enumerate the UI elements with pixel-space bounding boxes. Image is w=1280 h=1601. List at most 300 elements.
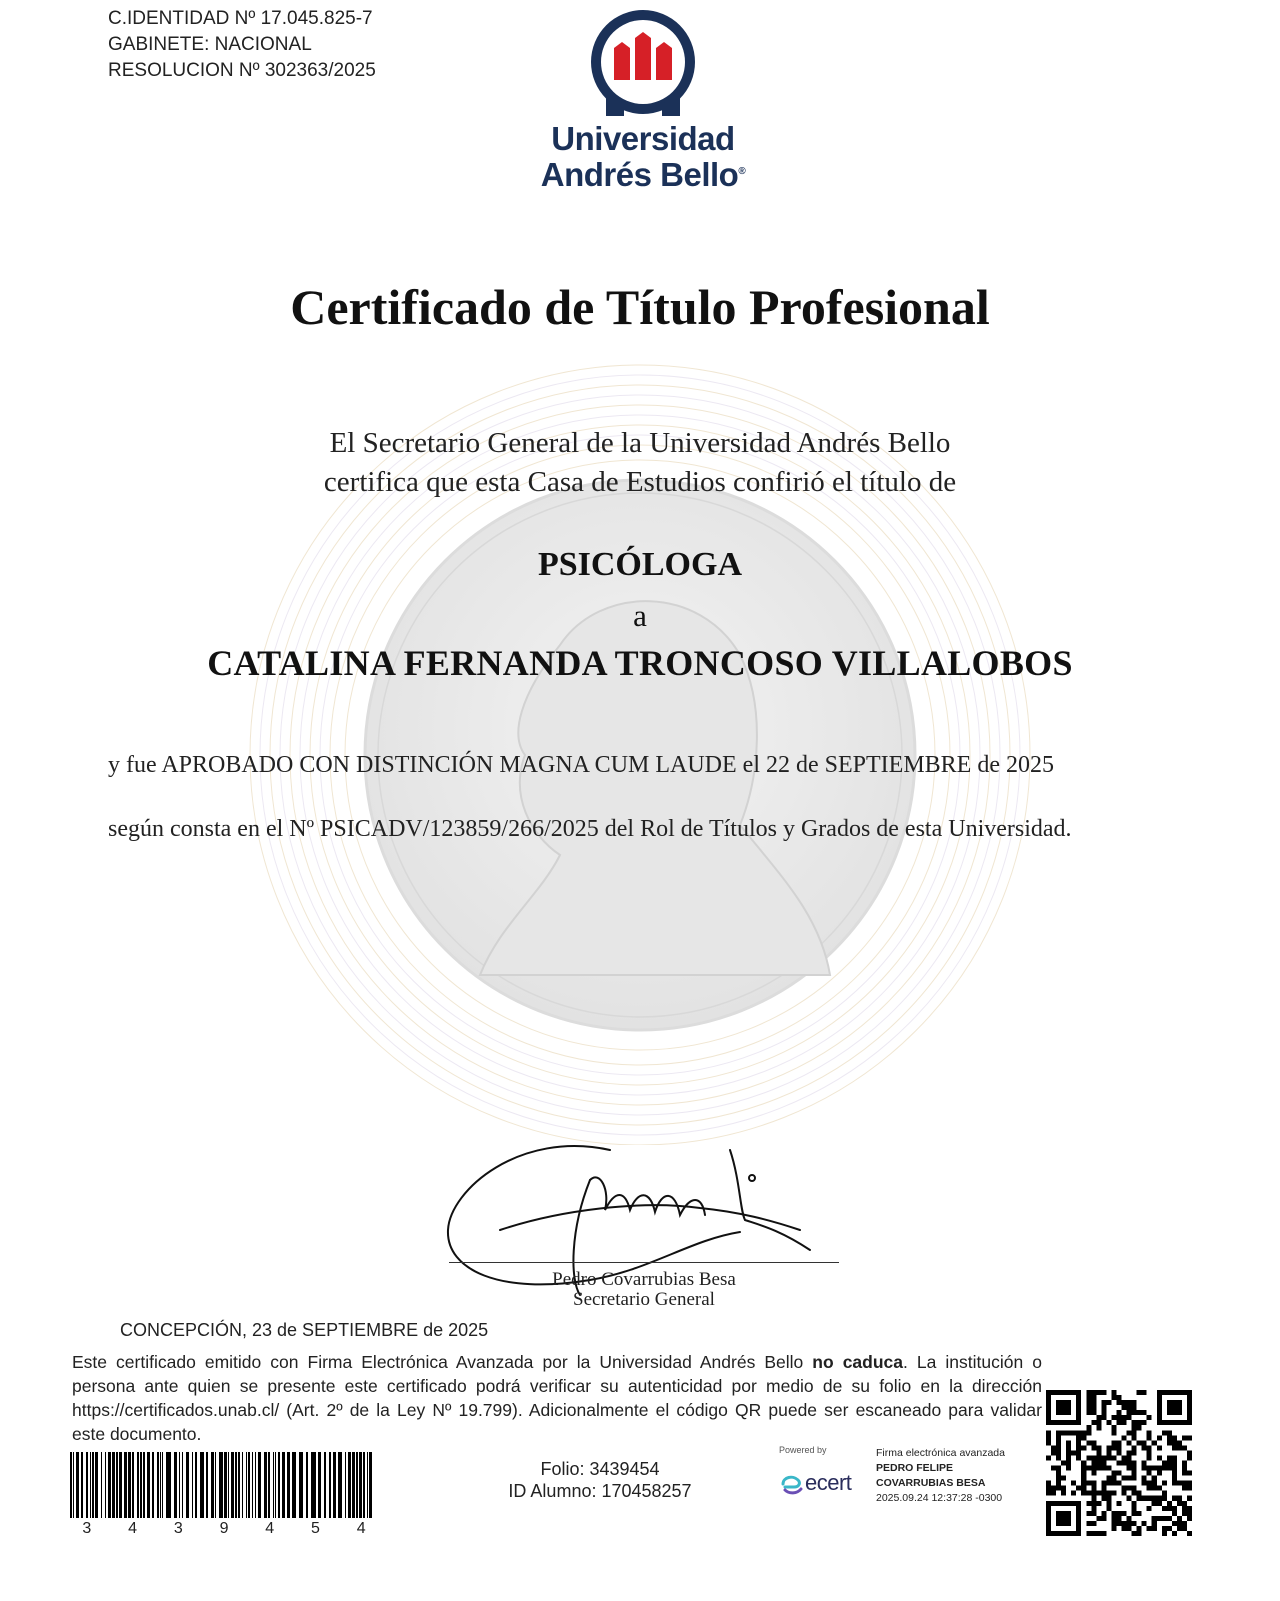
qr-module [1061, 1516, 1066, 1521]
folio-number: Folio: 3439454 [540, 1459, 660, 1479]
barcode-digit: 3 [173, 1520, 183, 1537]
signatory-block [444, 1270, 844, 1310]
qr-module [1086, 1440, 1091, 1445]
qr-module [1177, 1501, 1182, 1506]
barcode-bar [182, 1452, 183, 1518]
qr-module [1167, 1455, 1172, 1460]
qr-module [1076, 1531, 1081, 1536]
barcode-digit: 4 [265, 1520, 275, 1537]
qr-module [1137, 1526, 1142, 1531]
qr-module [1187, 1435, 1192, 1440]
barcode-bar [224, 1452, 227, 1518]
barcode-bar [311, 1452, 316, 1518]
barcode-bar [264, 1452, 267, 1518]
header-info [108, 6, 376, 84]
qr-module [1061, 1420, 1066, 1425]
qr-module [1101, 1410, 1106, 1415]
qr-module [1086, 1481, 1091, 1486]
qr-module [1071, 1501, 1076, 1506]
qr-module [1142, 1460, 1147, 1465]
qr-module [1127, 1415, 1132, 1420]
qr-module [1116, 1516, 1121, 1521]
qr-module [1086, 1501, 1091, 1506]
qr-module [1076, 1511, 1081, 1516]
qr-module [1187, 1455, 1192, 1460]
qr-module [1142, 1445, 1147, 1450]
qr-module [1066, 1390, 1071, 1395]
qr-module [1132, 1425, 1137, 1430]
qr-module [1122, 1511, 1127, 1516]
qr-module [1061, 1501, 1066, 1506]
qr-module [1187, 1496, 1192, 1501]
barcode-bar [348, 1452, 351, 1518]
qr-module [1046, 1531, 1051, 1536]
qr-module [1106, 1501, 1111, 1506]
qr-module [1066, 1466, 1071, 1471]
qr-module [1137, 1531, 1142, 1536]
qr-module [1147, 1455, 1152, 1460]
barcode [70, 1452, 374, 1518]
qr-module [1132, 1400, 1137, 1405]
qr-module [1066, 1460, 1071, 1465]
barcode-bar [324, 1452, 326, 1518]
qr-module [1182, 1471, 1187, 1476]
barcode-bar [157, 1452, 159, 1518]
barcode-bar [81, 1452, 83, 1518]
qr-module [1096, 1420, 1101, 1425]
qr-module [1091, 1491, 1096, 1496]
qr-module [1167, 1516, 1172, 1521]
qr-module [1182, 1390, 1187, 1395]
qr-module [1177, 1481, 1182, 1486]
qr-module [1096, 1450, 1101, 1455]
barcode-bar [137, 1452, 139, 1518]
qr-module [1066, 1450, 1071, 1455]
qr-module [1086, 1425, 1091, 1430]
qr-module [1157, 1405, 1162, 1410]
qr-module [1122, 1435, 1127, 1440]
qr-module [1066, 1410, 1071, 1415]
qr-module [1066, 1531, 1071, 1536]
qr-module [1132, 1435, 1137, 1440]
certification-intro [0, 424, 1280, 502]
qr-module [1096, 1455, 1101, 1460]
qr-module [1086, 1531, 1091, 1536]
qr-module [1081, 1491, 1086, 1496]
qr-module [1152, 1486, 1157, 1491]
qr-module [1061, 1491, 1066, 1496]
qr-module [1056, 1405, 1061, 1410]
qr-module [1061, 1511, 1066, 1516]
intro-line-2: certifica que esta Casa de Estudios confirió el título de [323, 466, 957, 498]
qr-module [1167, 1466, 1172, 1471]
qr-module [1187, 1471, 1192, 1476]
qr-module [1046, 1486, 1051, 1491]
qr-module [1111, 1511, 1116, 1516]
qr-module [1177, 1400, 1182, 1405]
barcode-bar [338, 1452, 342, 1518]
qr-module [1111, 1455, 1116, 1460]
barcode-bar [86, 1452, 88, 1518]
qr-module [1127, 1430, 1132, 1435]
qr-module [1142, 1496, 1147, 1501]
qr-module [1106, 1476, 1111, 1481]
qr-module [1051, 1450, 1056, 1455]
qr-module [1147, 1526, 1152, 1531]
qr-module [1137, 1425, 1142, 1430]
barcode-bar [255, 1452, 256, 1518]
connector-word: a [633, 598, 647, 633]
qr-module [1142, 1466, 1147, 1471]
qr-module [1137, 1491, 1142, 1496]
qr-module [1091, 1440, 1096, 1445]
qr-module [1167, 1420, 1172, 1425]
qr-module [1091, 1501, 1096, 1506]
qr-module [1177, 1410, 1182, 1415]
qr-module [1157, 1455, 1162, 1460]
barcode-bar [363, 1452, 365, 1518]
approval-statement: y fue APROBADO CON DISTINCIÓN MAGNA CUM LAUDE el 22 de SEPTIEMBRE de 2025 [108, 752, 1054, 778]
qr-module [1056, 1476, 1061, 1481]
qr-module [1187, 1405, 1192, 1410]
barcode-bar [179, 1452, 180, 1518]
barcode-bar [242, 1452, 243, 1518]
qr-module [1116, 1420, 1121, 1425]
qr-module [1127, 1466, 1132, 1471]
qr-module [1162, 1491, 1167, 1496]
qr-module [1177, 1526, 1182, 1531]
certificate-title: Certificado de Título Profesional [290, 279, 990, 335]
barcode-bar [268, 1452, 270, 1518]
qr-module [1056, 1471, 1061, 1476]
qr-module [1172, 1410, 1177, 1415]
qr-module [1096, 1466, 1101, 1471]
barcode-bar [166, 1452, 171, 1518]
barcode-bar [228, 1452, 229, 1518]
qr-module [1132, 1511, 1137, 1516]
student-id: ID Alumno: 170458257 [508, 1481, 692, 1501]
qr-module [1056, 1440, 1061, 1445]
qr-module [1046, 1395, 1051, 1400]
barcode-bar [147, 1452, 150, 1518]
signature-line [449, 1262, 839, 1263]
signatory-name: Pedro Covarrubias Besa [552, 1269, 736, 1290]
barcode-digits [64, 1520, 384, 1538]
qr-module [1147, 1450, 1152, 1455]
qr-module [1051, 1445, 1056, 1450]
qr-module [1061, 1400, 1066, 1405]
barcode-bar [152, 1452, 154, 1518]
qr-module [1172, 1390, 1177, 1395]
resolution-number: RESOLUCION Nº 302363/2025 [108, 60, 376, 81]
qr-module [1147, 1481, 1152, 1486]
qr-module [1157, 1471, 1162, 1476]
qr-module [1106, 1481, 1111, 1486]
powered-by-label: Powered by [779, 1445, 827, 1455]
barcode-bar [112, 1452, 115, 1518]
barcode-bar [345, 1452, 346, 1518]
qr-module [1172, 1455, 1177, 1460]
qr-module [1116, 1445, 1121, 1450]
qr-module [1106, 1506, 1111, 1511]
barcode-bar [206, 1452, 208, 1518]
qr-module [1132, 1466, 1137, 1471]
qr-module [1182, 1506, 1187, 1511]
qr-module [1046, 1511, 1051, 1516]
qr-module [1061, 1486, 1066, 1491]
qr-module [1172, 1506, 1177, 1511]
qr-module [1122, 1486, 1127, 1491]
qr-module [1127, 1460, 1132, 1465]
qr-module [1172, 1476, 1177, 1481]
qr-module [1066, 1521, 1071, 1526]
qr-module [1096, 1516, 1101, 1521]
intro-line-1: El Secretario General de la Universidad Andrés Bello [329, 427, 951, 459]
registry-statement: según consta en el Nº PSICADV/123859/266/2025 del Rol de Títulos y Grados de esta Universidad. [108, 816, 1072, 842]
validity-notice [72, 1350, 1042, 1446]
barcode-bar [219, 1452, 223, 1518]
qr-module [1106, 1496, 1111, 1501]
qr-module [1127, 1486, 1132, 1491]
qr-module [1157, 1415, 1162, 1420]
qr-module [1132, 1471, 1137, 1476]
qr-module [1172, 1466, 1177, 1471]
qr-module [1096, 1390, 1101, 1395]
qr-module [1182, 1466, 1187, 1471]
qr-module [1132, 1445, 1137, 1450]
qr-module [1116, 1440, 1121, 1445]
qr-module [1081, 1486, 1086, 1491]
barcode-bar [235, 1452, 237, 1518]
qr-module [1056, 1521, 1061, 1526]
qr-module [1111, 1491, 1116, 1496]
qr-module [1106, 1466, 1111, 1471]
qr-module [1101, 1405, 1106, 1410]
qr-module [1051, 1531, 1056, 1536]
qr-module [1086, 1455, 1091, 1460]
qr-module [1091, 1496, 1096, 1501]
ecert-brand: ecert [805, 1470, 852, 1495]
qr-module [1091, 1471, 1096, 1476]
qr-module [1066, 1430, 1071, 1435]
qr-module [1137, 1511, 1142, 1516]
qr-module [1182, 1420, 1187, 1425]
qr-module [1091, 1481, 1096, 1486]
qr-module [1071, 1430, 1076, 1435]
qr-module [1152, 1481, 1157, 1486]
qr-module [1187, 1481, 1192, 1486]
qr-module [1106, 1491, 1111, 1496]
qr-module [1091, 1410, 1096, 1415]
qr-module [1061, 1476, 1066, 1481]
qr-module [1127, 1450, 1132, 1455]
qr-module [1137, 1440, 1142, 1445]
qr-module [1172, 1460, 1177, 1465]
qr-module [1056, 1531, 1061, 1536]
qr-module [1152, 1466, 1157, 1471]
qr-module [1046, 1455, 1051, 1460]
qr-module [1152, 1501, 1157, 1506]
qr-module [1056, 1390, 1061, 1395]
qr-module [1091, 1445, 1096, 1450]
qr-module [1132, 1450, 1137, 1455]
qr-module [1091, 1395, 1096, 1400]
qr-module [1187, 1511, 1192, 1516]
qr-module [1051, 1491, 1056, 1496]
qr-module [1111, 1440, 1116, 1445]
barcode-bar [195, 1452, 197, 1518]
qr-module [1061, 1405, 1066, 1410]
barcode-bar [238, 1452, 240, 1518]
qr-module [1076, 1506, 1081, 1511]
qr-module [1116, 1410, 1121, 1415]
qr-module [1152, 1476, 1157, 1481]
qr-module [1177, 1521, 1182, 1526]
qr-module [1152, 1526, 1157, 1531]
qr-module [1132, 1410, 1137, 1415]
qr-module [1187, 1415, 1192, 1420]
qr-module [1046, 1491, 1051, 1496]
qr-module [1162, 1496, 1167, 1501]
qr-module [1167, 1430, 1172, 1435]
qr-module [1152, 1521, 1157, 1526]
qr-module [1122, 1400, 1127, 1405]
qr-module [1101, 1511, 1106, 1516]
qr-module [1071, 1531, 1076, 1536]
qr-module [1162, 1526, 1167, 1531]
qr-module [1111, 1476, 1116, 1481]
barcode-bar [367, 1452, 368, 1518]
qr-module [1172, 1405, 1177, 1410]
id-number: C.IDENTIDAD Nº 17.045.825-7 [108, 8, 373, 29]
qr-module [1122, 1521, 1127, 1526]
qr-module [1081, 1466, 1086, 1471]
qr-module [1116, 1471, 1121, 1476]
qr-module [1152, 1516, 1157, 1521]
qr-module [1046, 1420, 1051, 1425]
qr-module [1096, 1415, 1101, 1420]
qr-module [1187, 1531, 1192, 1536]
qr-module [1101, 1496, 1106, 1501]
qr-module [1157, 1501, 1162, 1506]
qr-module [1167, 1501, 1172, 1506]
qr-module [1172, 1471, 1177, 1476]
qr-module [1056, 1410, 1061, 1415]
electronic-signature-block [876, 1446, 1005, 1506]
qr-module [1182, 1435, 1187, 1440]
esign-label: Firma electrónica avanzada [876, 1447, 1005, 1459]
qr-module [1177, 1420, 1182, 1425]
qr-module [1162, 1481, 1167, 1486]
qr-module [1157, 1516, 1162, 1521]
qr-module [1172, 1420, 1177, 1425]
qr-module [1106, 1400, 1111, 1405]
qr-module [1066, 1501, 1071, 1506]
qr-module [1071, 1481, 1076, 1486]
qr-module [1122, 1455, 1127, 1460]
qr-module [1056, 1481, 1061, 1486]
qr-module [1157, 1466, 1162, 1471]
barcode-bar [258, 1452, 261, 1518]
esign-name-2: COVARRUBIAS BESA [876, 1477, 986, 1489]
qr-module [1111, 1415, 1116, 1420]
qr-module [1076, 1501, 1081, 1506]
qr-module [1076, 1410, 1081, 1415]
qr-module [1081, 1435, 1086, 1440]
qr-module [1172, 1531, 1177, 1536]
qr-module [1106, 1420, 1111, 1425]
ecert-icon [779, 1472, 805, 1496]
qr-module [1066, 1420, 1071, 1425]
qr-module [1111, 1516, 1116, 1521]
notice-part-2: . La institución o persona ante quien se presente este certificado podrá verificar su autenticidad por medio de su folio en la dirección https://certificados.unab.cl/ (Art. 2º de la Ley Nº 19.799). Adicionalmente el código QR puede ser escaneado para validar este documento. [72, 1352, 1042, 1444]
barcode-bar [359, 1452, 362, 1518]
barcode-bar [73, 1452, 74, 1518]
qr-module [1101, 1486, 1106, 1491]
qr-module [1167, 1410, 1172, 1415]
qr-module [1051, 1486, 1056, 1491]
qr-module [1061, 1410, 1066, 1415]
qr-module [1122, 1420, 1127, 1425]
qr-module [1066, 1445, 1071, 1450]
qr-module [1046, 1400, 1051, 1405]
qr-module [1071, 1420, 1076, 1425]
qr-module [1101, 1466, 1106, 1471]
qr-module [1096, 1531, 1101, 1536]
qr-module [1046, 1405, 1051, 1410]
barcode-bar [162, 1452, 163, 1518]
qr-module [1157, 1395, 1162, 1400]
qr-module [1051, 1501, 1056, 1506]
barcode-bar [76, 1452, 79, 1518]
qr-module [1116, 1415, 1121, 1420]
qr-module [1076, 1415, 1081, 1420]
qr-module [1091, 1405, 1096, 1410]
barcode-digit: 4 [356, 1520, 366, 1537]
qr-module [1122, 1415, 1127, 1420]
qr-module [1132, 1460, 1137, 1465]
qr-module [1076, 1390, 1081, 1395]
office: GABINETE: NACIONAL [108, 34, 312, 55]
qr-module [1086, 1410, 1091, 1415]
qr-module [1167, 1435, 1172, 1440]
folio-block [470, 1458, 730, 1502]
qr-module [1162, 1430, 1167, 1435]
qr-module [1187, 1506, 1192, 1511]
registered-mark: ® [738, 166, 746, 177]
qr-module [1142, 1420, 1147, 1425]
notice-part-1: Este certificado emitido con Firma Electrónica Avanzada por la Universidad Andrés Bello [72, 1352, 813, 1372]
qr-module [1046, 1501, 1051, 1506]
qr-module [1116, 1460, 1121, 1465]
qr-module [1157, 1435, 1162, 1440]
qr-module [1132, 1420, 1137, 1425]
qr-module [1132, 1476, 1137, 1481]
barcode-bar [231, 1452, 234, 1518]
qr-module [1137, 1420, 1142, 1425]
qr-module [1061, 1460, 1066, 1465]
qr-module [1056, 1511, 1061, 1516]
qr-module [1127, 1400, 1132, 1405]
qr-module [1076, 1526, 1081, 1531]
qr-module [1066, 1455, 1071, 1460]
qr-module [1056, 1450, 1061, 1455]
qr-module [1071, 1491, 1076, 1496]
qr-module [1081, 1481, 1086, 1486]
qr-module [1127, 1521, 1132, 1526]
barcode-bar [299, 1452, 303, 1518]
qr-module [1066, 1516, 1071, 1521]
